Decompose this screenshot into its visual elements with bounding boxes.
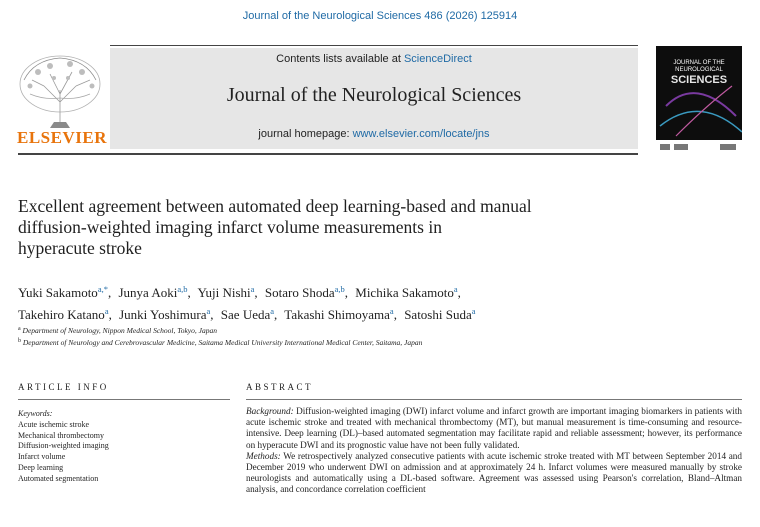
author-name: Takehiro Katano bbox=[18, 307, 105, 322]
author-name: Sae Ueda bbox=[220, 307, 271, 322]
methods-text: We retrospectively analyzed consecutive patients with acute ischemic stroke treated with MT between September 2014 and December 2019 who underwent DWI on admission and at approximately 24 h. Infarct volumes were measured manually by stroke neurologists and automatically using a DL-based software. Agreement was assessed using Pearson's correlation, Bland–Altman analysis, and concordance correlation coefficient bbox=[246, 450, 742, 495]
homepage-line bbox=[110, 128, 638, 140]
author-name: Michika Sakamoto bbox=[355, 285, 454, 300]
affiliation-text: Department of Neurology, Nippon Medical School, Tokyo, Japan bbox=[22, 326, 217, 335]
article-title bbox=[18, 196, 678, 259]
journal-reference[interactable]: Journal of the Neurological Sciences 486 (2026) 125914 bbox=[242, 10, 518, 22]
author-affil-link[interactable]: a bbox=[471, 306, 476, 316]
affiliation-marker: a bbox=[18, 326, 21, 332]
author-name: Takashi Shimoyama bbox=[284, 307, 390, 322]
author-line-2: Takehiro Katano$^a$, Junki Yoshimura$^a$, Sae Ueda$^a$, Takashi Shimoyama$^a$, Satoshi Suda$^a$ bbox=[18, 306, 476, 322]
author-affil-link[interactable]: a bbox=[270, 306, 275, 316]
keywords-block bbox=[18, 409, 230, 485]
author-name: Satoshi Suda bbox=[404, 307, 472, 322]
author-affil-link[interactable]: a,b bbox=[177, 284, 188, 294]
cover-line-3: SCIENCES bbox=[670, 74, 728, 87]
background-label: Background: bbox=[246, 406, 294, 416]
cover-line-1: JOURNAL OF THE bbox=[673, 60, 725, 66]
author-affil-link[interactable]: a bbox=[104, 306, 109, 316]
journal-cover-thumbnail[interactable] bbox=[656, 46, 742, 154]
abstract-rule bbox=[246, 399, 742, 400]
keyword-item: Deep learning bbox=[18, 462, 64, 472]
abstract-methods bbox=[246, 451, 742, 496]
sciencedirect-link[interactable]: ScienceDirect bbox=[403, 53, 472, 65]
cover-footer-bar bbox=[720, 144, 736, 150]
affiliation-marker: b bbox=[18, 338, 21, 344]
cover-footer-bar bbox=[674, 144, 688, 150]
cover-footer-strip bbox=[656, 140, 742, 154]
abstract-background bbox=[246, 406, 742, 451]
elsevier-wordmark: ELSEVIER bbox=[17, 128, 107, 147]
cover-footer-bar bbox=[660, 144, 670, 150]
cover-title bbox=[660, 60, 738, 88]
keyword-item: Infarct volume bbox=[18, 452, 66, 462]
contents-prefix: Contents lists available at bbox=[276, 53, 401, 65]
keyword-item: Diffusion-weighted imaging bbox=[18, 441, 109, 451]
author-affil-link[interactable]: a bbox=[206, 306, 211, 316]
author-affil-link[interactable]: a bbox=[250, 284, 255, 294]
background-text: Diffusion-weighted imaging (DWI) infarct volume and infarct growth are important imaging biomarkers in patients with acute ischemic stroke and treated with mechanical thrombectomy (MT), but manual measurement is time-consuming and resource-intensive. Deep learning (DL)–based automated segmentation may facilitate rapid and reliable assessment; however, its performance on hyperacute DWI and its prognostic value have not been fully validated. bbox=[246, 406, 742, 450]
contents-line bbox=[110, 53, 638, 65]
keyword-item: Acute ischemic stroke bbox=[18, 419, 90, 429]
keyword-item: Automated segmentation bbox=[18, 473, 99, 483]
author-name: Sotaro Shoda bbox=[264, 285, 335, 300]
affiliation-b bbox=[18, 336, 738, 348]
header-top-rule bbox=[110, 45, 638, 46]
abstract-heading: ABSTRACT bbox=[246, 382, 314, 392]
author-name: Yuki Sakamoto bbox=[18, 285, 98, 300]
methods-label: Methods: bbox=[246, 450, 281, 461]
article-info-rule bbox=[18, 399, 230, 400]
author-affil-link[interactable]: a bbox=[389, 306, 394, 316]
journal-title: Journal of the Neurological Sciences bbox=[226, 84, 522, 106]
homepage-prefix: journal homepage: bbox=[258, 128, 350, 140]
title-line-1: Excellent agreement between automated deep learning-based and manual bbox=[18, 196, 532, 216]
affiliation-a bbox=[18, 324, 738, 336]
author-line-1: Yuki Sakamoto$^{a,*}$, Junya Aoki$^{a,b}$, Yuji Nishi$^a$, Sotaro Shoda$^{a,b}$, Michika Sakamoto$^a$, bbox=[18, 284, 461, 300]
article-info-heading: ARTICLE INFO bbox=[18, 382, 109, 392]
homepage-link[interactable]: www.elsevier.com/locate/jns bbox=[352, 128, 490, 140]
keyword-item: Mechanical thrombectomy bbox=[18, 430, 104, 440]
author-name: Junya Aoki bbox=[118, 285, 178, 300]
affiliation-text: Department of Neurology and Cerebrovascular Medicine, Saitama Medical University International Medical Center, Saitama, Japan bbox=[22, 338, 423, 347]
author-affil-link[interactable]: a,* bbox=[97, 284, 108, 294]
author-name: Junki Yoshimura bbox=[119, 307, 207, 322]
affiliations bbox=[18, 324, 738, 348]
cover-line-2: NEUROLOGICAL bbox=[675, 67, 723, 74]
author-list bbox=[18, 280, 738, 324]
title-line-3: hyperacute stroke bbox=[18, 238, 142, 258]
abstract-body bbox=[246, 406, 742, 496]
title-line-2: diffusion-weighted imaging infarct volume measurements in bbox=[18, 217, 442, 237]
keywords-label: Keywords: bbox=[18, 409, 53, 418]
header-bottom-rule bbox=[18, 153, 638, 155]
author-name: Yuji Nishi bbox=[197, 285, 251, 300]
author-affil-link[interactable]: a bbox=[453, 284, 458, 294]
author-affil-link[interactable]: a,b bbox=[334, 284, 345, 294]
